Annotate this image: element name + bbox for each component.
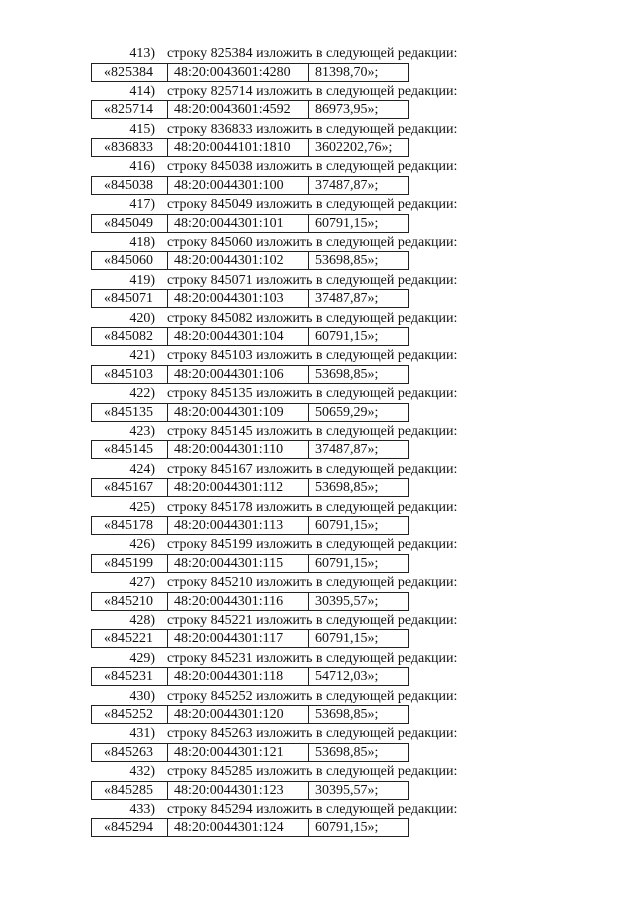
table-row	[91, 214, 409, 233]
instruction-text: строку 845252 изложить в следующей редакции:	[167, 688, 458, 704]
amendment-instruction	[0, 611, 640, 630]
amendment-instruction	[0, 724, 640, 743]
amendment-instruction	[0, 573, 640, 592]
instruction-text: строку 845082 изложить в следующей редакции:	[167, 310, 458, 326]
amendment-entry	[0, 649, 640, 687]
instruction-text: строку 845145 изложить в следующей редакции:	[167, 423, 458, 439]
amendment-entry	[0, 800, 640, 838]
cadastral-number-cell: 48:20:0044301:112	[167, 479, 308, 496]
value-cell: 50659,29»;	[308, 404, 408, 421]
amendment-instruction	[0, 384, 640, 403]
amendment-entry	[0, 687, 640, 725]
item-number: 429)	[129, 650, 155, 666]
amendment-entry	[0, 157, 640, 195]
item-number: 421)	[129, 348, 155, 364]
amendment-instruction	[0, 422, 640, 441]
item-number: 432)	[129, 764, 155, 780]
table-row	[91, 554, 409, 573]
amendment-instruction	[0, 82, 640, 101]
instruction-text: строку 845285 изложить в следующей редакции:	[167, 764, 458, 780]
amendment-instruction	[0, 309, 640, 328]
row-code-cell: «825384	[104, 64, 153, 80]
instruction-text: строку 845294 изложить в следующей редакции:	[167, 801, 458, 817]
row-code-cell: «845285	[104, 782, 153, 798]
amendment-entry	[0, 120, 640, 158]
table-row	[91, 667, 409, 686]
instruction-text: строку 825714 изложить в следующей редакции:	[167, 83, 458, 99]
amendment-entry	[0, 611, 640, 649]
item-number: 413)	[129, 46, 155, 61]
amendment-entry	[0, 82, 640, 120]
table-row	[91, 705, 409, 724]
cadastral-number-cell: 48:20:0044301:104	[167, 328, 308, 345]
instruction-text: строку 845103 изложить в следующей редакции:	[167, 348, 458, 364]
row-code-cell: «845294	[104, 820, 153, 836]
amendment-instruction	[0, 800, 640, 819]
amendment-instruction	[0, 687, 640, 706]
cadastral-number-cell: 48:20:0044301:106	[167, 366, 308, 383]
row-code-cell: «845038	[104, 177, 153, 193]
cadastral-number-cell: 48:20:0044301:124	[167, 819, 308, 836]
cadastral-number-cell: 48:20:0044301:102	[167, 252, 308, 269]
value-cell: 30395,57»;	[308, 593, 408, 610]
amendment-entry	[0, 422, 640, 460]
table-row	[91, 743, 409, 762]
table-row	[91, 781, 409, 800]
cadastral-number-cell: 48:20:0044301:100	[167, 177, 308, 194]
table-row	[91, 176, 409, 195]
value-cell: 53698,85»;	[308, 366, 408, 383]
cadastral-number-cell: 48:20:0044301:101	[167, 215, 308, 232]
item-number: 428)	[129, 612, 155, 628]
amendment-instruction	[0, 498, 640, 517]
value-cell: 37487,87»;	[308, 441, 408, 458]
value-cell: 54712,03»;	[308, 668, 408, 685]
amendment-entry	[0, 271, 640, 309]
cadastral-number-cell: 48:20:0043601:4280	[167, 64, 308, 81]
value-cell: 60791,15»;	[308, 555, 408, 572]
amendment-entry	[0, 498, 640, 536]
instruction-text: строку 825384 изложить в следующей редакции:	[167, 46, 458, 61]
row-code-cell: «845082	[104, 329, 153, 345]
instruction-text: строку 845038 изложить в следующей редакции:	[167, 159, 458, 175]
row-code-cell: «845231	[104, 669, 153, 685]
value-cell: 37487,87»;	[308, 177, 408, 194]
value-cell: 53698,85»;	[308, 744, 408, 761]
instruction-text: строку 845263 изложить в следующей редакции:	[167, 726, 458, 742]
amendment-instruction	[0, 120, 640, 139]
table-row	[91, 592, 409, 611]
instruction-text: строку 845135 изложить в следующей редакции:	[167, 386, 458, 402]
amendment-instruction	[0, 44, 640, 63]
table-row	[91, 365, 409, 384]
item-number: 425)	[129, 499, 155, 515]
table-row	[91, 478, 409, 497]
value-cell: 86973,95»;	[308, 101, 408, 118]
cadastral-number-cell: 48:20:0044301:109	[167, 404, 308, 421]
value-cell: 81398,70»;	[308, 64, 408, 81]
cadastral-number-cell: 48:20:0044301:120	[167, 706, 308, 723]
amendment-entry	[0, 573, 640, 611]
instruction-text: строку 845231 изложить в следующей редакции:	[167, 650, 458, 666]
instruction-text: строку 845199 изложить в следующей редакции:	[167, 537, 458, 553]
cadastral-number-cell: 48:20:0044301:116	[167, 593, 308, 610]
row-code-cell: «845071	[104, 291, 153, 307]
instruction-text: строку 845049 изложить в следующей редакции:	[167, 197, 458, 213]
amendment-instruction	[0, 233, 640, 252]
row-code-cell: «845135	[104, 404, 153, 420]
table-row	[91, 818, 409, 837]
instruction-text: строку 845210 изложить в следующей редакции:	[167, 575, 458, 591]
table-row	[91, 138, 409, 157]
item-number: 415)	[129, 121, 155, 137]
item-number: 430)	[129, 688, 155, 704]
row-code-cell: «845103	[104, 366, 153, 382]
amendment-instruction	[0, 460, 640, 479]
value-cell: 60791,15»;	[308, 819, 408, 836]
value-cell: 60791,15»;	[308, 215, 408, 232]
row-code-cell: «845060	[104, 253, 153, 269]
item-number: 422)	[129, 386, 155, 402]
document-page	[0, 44, 640, 838]
item-number: 426)	[129, 537, 155, 553]
instruction-text: строку 836833 изложить в следующей редакции:	[167, 121, 458, 137]
item-number: 424)	[129, 461, 155, 477]
row-code-cell: «825714	[104, 102, 153, 118]
row-code-cell: «845145	[104, 442, 153, 458]
cadastral-number-cell: 48:20:0044301:110	[167, 441, 308, 458]
table-row	[91, 327, 409, 346]
amendment-instruction	[0, 535, 640, 554]
amendment-entry	[0, 346, 640, 384]
amendment-instruction	[0, 157, 640, 176]
table-row	[91, 440, 409, 459]
item-number: 419)	[129, 272, 155, 288]
item-number: 423)	[129, 423, 155, 439]
amendment-entry	[0, 44, 640, 82]
amendment-instruction	[0, 271, 640, 290]
amendment-entry	[0, 535, 640, 573]
amendment-entry	[0, 309, 640, 347]
value-cell: 3602202,76»;	[308, 139, 408, 156]
item-number: 416)	[129, 159, 155, 175]
value-cell: 60791,15»;	[308, 630, 408, 647]
item-number: 418)	[129, 234, 155, 250]
row-code-cell: «845263	[104, 744, 153, 760]
instruction-text: строку 845178 изложить в следующей редакции:	[167, 499, 458, 515]
value-cell: 53698,85»;	[308, 479, 408, 496]
value-cell: 30395,57»;	[308, 782, 408, 799]
item-number: 433)	[129, 801, 155, 817]
cadastral-number-cell: 48:20:0044301:117	[167, 630, 308, 647]
instruction-text: строку 845221 изложить в следующей редакции:	[167, 612, 458, 628]
table-row	[91, 251, 409, 270]
amendment-entry	[0, 195, 640, 233]
cadastral-number-cell: 48:20:0044101:1810	[167, 139, 308, 156]
amendment-entry	[0, 762, 640, 800]
row-code-cell: «836833	[104, 140, 153, 156]
table-row	[91, 629, 409, 648]
table-row	[91, 403, 409, 422]
value-cell: 53698,85»;	[308, 252, 408, 269]
row-code-cell: «845199	[104, 555, 153, 571]
amendment-entry	[0, 233, 640, 271]
instruction-text: строку 845071 изложить в следующей редакции:	[167, 272, 458, 288]
amendment-instruction	[0, 649, 640, 668]
row-code-cell: «845178	[104, 518, 153, 534]
value-cell: 53698,85»;	[308, 706, 408, 723]
item-number: 420)	[129, 310, 155, 326]
cadastral-number-cell: 48:20:0044301:118	[167, 668, 308, 685]
instruction-text: строку 845167 изложить в следующей редакции:	[167, 461, 458, 477]
cadastral-number-cell: 48:20:0044301:103	[167, 290, 308, 307]
cadastral-number-cell: 48:20:0044301:115	[167, 555, 308, 572]
instruction-text: строку 845060 изложить в следующей редакции:	[167, 234, 458, 250]
table-row	[91, 63, 409, 82]
amendment-entry	[0, 460, 640, 498]
row-code-cell: «845252	[104, 707, 153, 723]
cadastral-number-cell: 48:20:0044301:113	[167, 517, 308, 534]
amendment-instruction	[0, 762, 640, 781]
cadastral-number-cell: 48:20:0044301:123	[167, 782, 308, 799]
amendment-instruction	[0, 195, 640, 214]
amendment-entry	[0, 724, 640, 762]
row-code-cell: «845221	[104, 631, 153, 647]
table-row	[91, 100, 409, 119]
item-number: 431)	[129, 726, 155, 742]
cadastral-number-cell: 48:20:0044301:121	[167, 744, 308, 761]
row-code-cell: «845167	[104, 480, 153, 496]
amendment-instruction	[0, 346, 640, 365]
item-number: 414)	[129, 83, 155, 99]
cadastral-number-cell: 48:20:0043601:4592	[167, 101, 308, 118]
value-cell: 60791,15»;	[308, 328, 408, 345]
table-row	[91, 516, 409, 535]
item-number: 427)	[129, 575, 155, 591]
row-code-cell: «845210	[104, 593, 153, 609]
value-cell: 37487,87»;	[308, 290, 408, 307]
table-row	[91, 289, 409, 308]
amendment-entry	[0, 384, 640, 422]
row-code-cell: «845049	[104, 215, 153, 231]
value-cell: 60791,15»;	[308, 517, 408, 534]
item-number: 417)	[129, 197, 155, 213]
